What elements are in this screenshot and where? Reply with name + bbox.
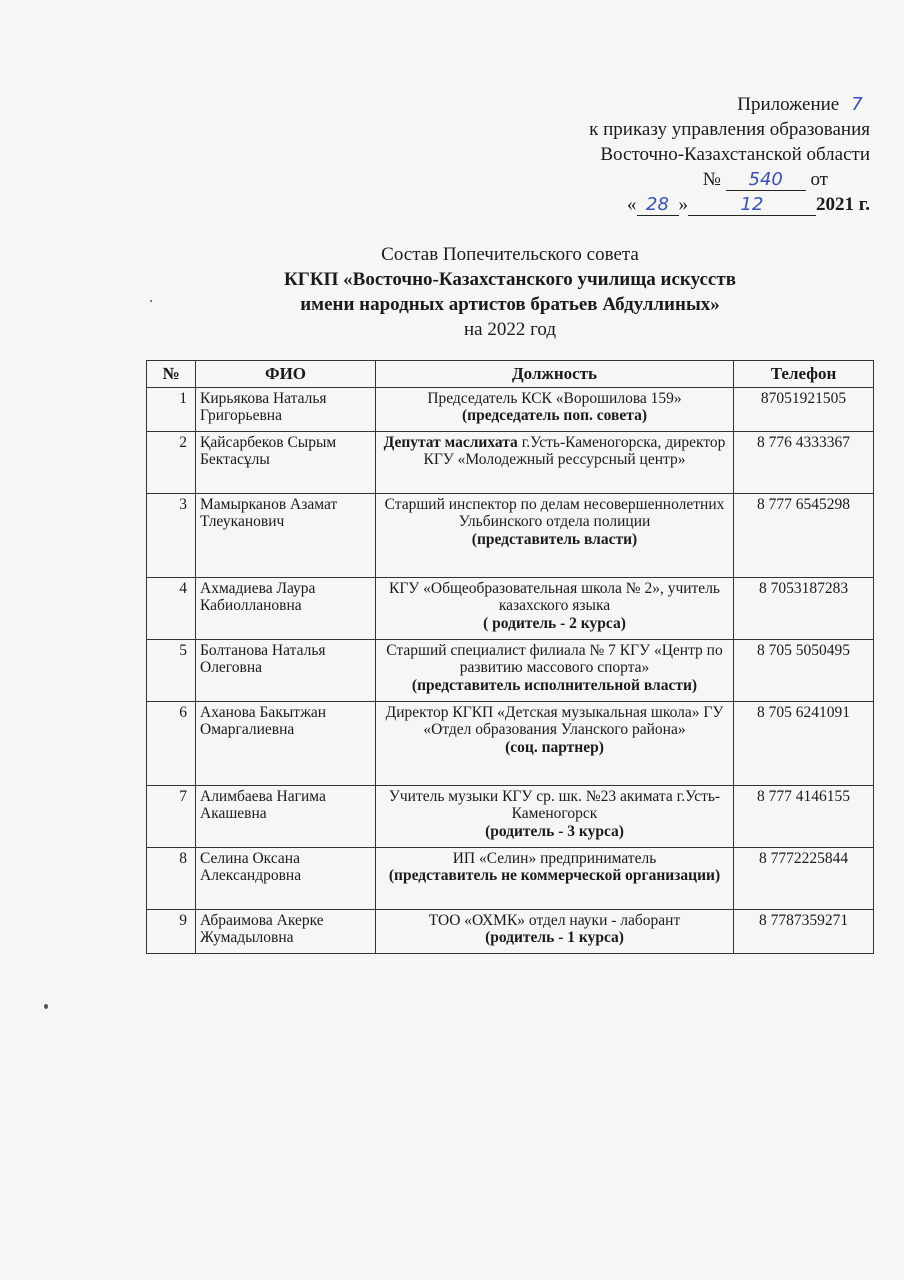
order-day: 28 — [637, 195, 679, 216]
role-text: (представитель исполнительной власти) — [411, 676, 698, 694]
row-name: Селина Оксана Александровна — [196, 847, 376, 909]
row-phone: 8 7787359271 — [734, 909, 874, 953]
position-text: г.Усть-Каменогорска, директор КГУ «Молодежный рессурсный центр» — [423, 433, 726, 468]
table-row — [147, 701, 874, 785]
row-num: 3 — [147, 493, 196, 577]
row-position — [376, 493, 734, 577]
row-phone: 8 7772225844 — [734, 847, 874, 909]
table-row — [147, 909, 874, 953]
header-name: ФИО — [196, 361, 376, 388]
order-year: 2021 г. — [816, 194, 870, 215]
row-position — [376, 431, 734, 493]
role-text: (представитель не коммерческой организации) — [388, 867, 721, 884]
role-text: (председатель поп. совета) — [462, 407, 647, 424]
row-num: 4 — [147, 577, 196, 639]
appendix-header — [470, 92, 870, 217]
position-text: Председатель КСК «Ворошилова 159» — [427, 389, 682, 407]
order-reference-line: к приказу управления образования — [589, 119, 870, 140]
order-from-label: от — [810, 169, 828, 190]
appendix-line — [470, 92, 870, 117]
row-num: 5 — [147, 639, 196, 701]
row-num: 1 — [147, 387, 196, 431]
scan-speck — [44, 1004, 48, 1009]
position-text: ИП «Селин» предприниматель — [452, 849, 657, 867]
header-num: № — [147, 361, 196, 388]
table-row — [147, 493, 874, 577]
role-text: (родитель - 3 курса) — [485, 822, 624, 840]
header-phone: Телефон — [734, 361, 874, 388]
row-name: Аханова Бакытжан Омаргалиевна — [196, 701, 376, 785]
row-position — [376, 577, 734, 639]
order-number: 540 — [726, 170, 806, 191]
role-text: ( родитель - 2 курса) — [483, 614, 626, 632]
role-text: (родитель - 1 курса) — [485, 929, 624, 946]
council-members-table — [146, 360, 874, 954]
position-text: Директор КГКП «Детская музыкальная школа» ГУ «Отдел образования Уланского района» — [385, 703, 724, 738]
row-name: Болтанова Наталья Олеговна — [196, 639, 376, 701]
table-header-row — [147, 361, 874, 388]
row-name: Ахмадиева Лаура Кабиоллановна — [196, 577, 376, 639]
row-num: 8 — [147, 847, 196, 909]
order-number-line — [470, 167, 870, 192]
row-phone: 8 705 6241091 — [734, 701, 874, 785]
date-quote-open: « — [627, 194, 637, 215]
row-phone: 8 777 4146155 — [734, 785, 874, 847]
row-position — [376, 387, 734, 431]
title-line-4: на 2022 год — [463, 319, 557, 340]
role-text: (соц. партнер) — [505, 738, 604, 756]
position-bold-text: Депутат маслихата — [383, 433, 518, 451]
row-name: Кирьякова Наталья Григорьевна — [196, 387, 376, 431]
position-text: Учитель музыки КГУ ср. шк. №23 акимата г.Усть-Каменогорск — [388, 787, 721, 822]
appendix-number: 7 — [851, 94, 863, 115]
title-line-1: Состав Попечительского совета — [381, 244, 639, 265]
title-line-3: имени народных артистов братьев Абдуллиных» — [300, 294, 720, 315]
row-num: 9 — [147, 909, 196, 953]
row-phone: 8 776 4333367 — [734, 431, 874, 493]
row-name: Алимбаева Нагима Акашевна — [196, 785, 376, 847]
row-name: Мамырканов Азамат Тлеуканович — [196, 493, 376, 577]
row-position — [376, 847, 734, 909]
row-name: Абраимова Акерке Жумадыловна — [196, 909, 376, 953]
row-position — [376, 639, 734, 701]
table-row — [147, 847, 874, 909]
region-line: Восточно-Казахстанской области — [600, 144, 870, 165]
row-name: Қайсарбеков Сырым Бектасұлы — [196, 431, 376, 493]
position-text: Старший специалист филиала № 7 КГУ «Центр по развитию массового спорта» — [386, 641, 723, 676]
table-row — [147, 639, 874, 701]
position-text: Старший инспектор по делам несовершеннолетних Ульбинского отдела полиции — [384, 495, 725, 530]
row-num: 2 — [147, 431, 196, 493]
header-position: Должность — [376, 361, 734, 388]
table-row — [147, 387, 874, 431]
row-phone: 8 777 6545298 — [734, 493, 874, 577]
table-row — [147, 785, 874, 847]
role-text: (представитель власти) — [471, 530, 638, 548]
row-num: 7 — [147, 785, 196, 847]
position-text: КГУ «Общеобразовательная школа № 2», учитель казахского языка — [389, 579, 720, 614]
row-position — [376, 909, 734, 953]
row-phone: 87051921505 — [734, 387, 874, 431]
scan-speck — [150, 300, 152, 302]
row-phone: 8 705 5050495 — [734, 639, 874, 701]
title-line-2: КГКП «Восточно-Казахстанского училища искусств — [284, 269, 736, 290]
order-date-line — [470, 192, 870, 217]
date-quote-close: » — [678, 194, 688, 215]
document-title — [140, 242, 880, 342]
table-row — [147, 577, 874, 639]
table-row — [147, 431, 874, 493]
row-position — [376, 785, 734, 847]
row-position — [376, 701, 734, 785]
order-number-label: № — [702, 169, 721, 190]
row-num: 6 — [147, 701, 196, 785]
appendix-label: Приложение — [737, 94, 840, 115]
position-text: ТОО «ОХМК» отдел науки - лаборант — [428, 911, 681, 929]
order-month: 12 — [688, 195, 816, 216]
row-phone: 8 7053187283 — [734, 577, 874, 639]
